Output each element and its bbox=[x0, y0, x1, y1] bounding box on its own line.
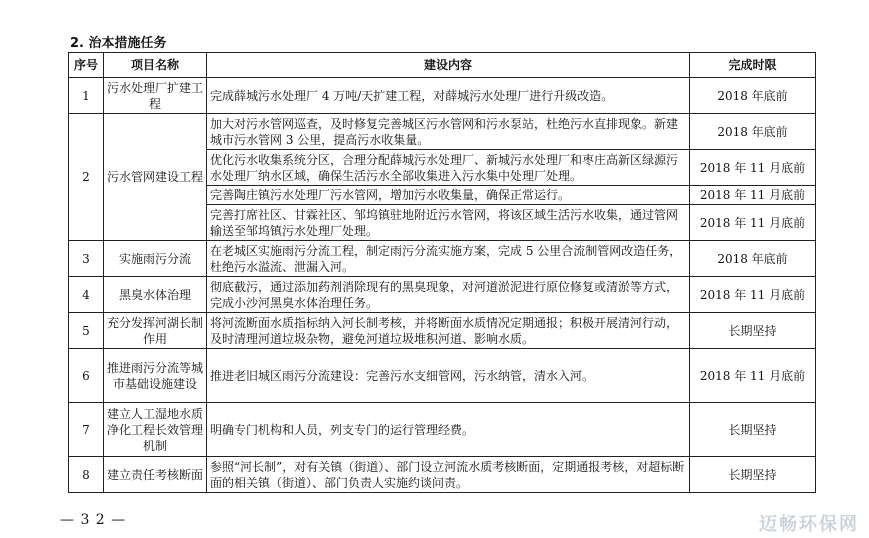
deadline: 2018 年 11 月底前 bbox=[690, 349, 816, 403]
table-row bbox=[69, 277, 816, 313]
construction-content: 参照“河长制”，对有关镇（街道）、部门设立河流水质考核断面，定期通报考核，对超标断面的相关镇（街道）、部门负责人实施约谈问责。 bbox=[207, 457, 690, 493]
construction-content: 优化污水收集系统分区，合理分配薛城污水处理厂、新城污水处理厂和枣庄高新区绿源污水处理厂纳水区域，确保生活污水全部收集进入污水集中处理厂处理。 bbox=[207, 150, 690, 186]
page-number: — 3 2 — bbox=[60, 512, 127, 528]
deadline: 2018 年 11 月底前 bbox=[690, 277, 816, 313]
deadline: 2018 年底前 bbox=[690, 114, 816, 150]
construction-content: 彻底截污，通过添加药剂消除现有的黑臭现象，对河道淤泥进行原位修复或清淤等方式，完成小沙河黑臭水体治理任务。 bbox=[207, 277, 690, 313]
row-number: 8 bbox=[69, 457, 104, 493]
project-name: 黑臭水体治理 bbox=[104, 277, 207, 313]
measures-table bbox=[68, 52, 816, 493]
table-header-row bbox=[69, 53, 816, 78]
table-row bbox=[69, 313, 816, 349]
header-name: 项目名称 bbox=[104, 53, 207, 78]
row-number: 1 bbox=[69, 78, 104, 114]
header-time: 完成时限 bbox=[690, 53, 816, 78]
deadline: 长期坚持 bbox=[690, 457, 816, 493]
construction-content: 在老城区实施雨污分流工程，制定雨污分流实施方案，完成 5 公里合流制管网改造任务，杜绝污水溢流、泄漏入河。 bbox=[207, 241, 690, 277]
project-name: 充分发挥河湖长制作用 bbox=[104, 313, 207, 349]
header-content: 建设内容 bbox=[207, 53, 690, 78]
construction-content: 推进老旧城区雨污分流建设：完善污水支细管网，污水纳管，清水入河。 bbox=[207, 349, 690, 403]
table-row bbox=[69, 403, 816, 457]
row-number: 4 bbox=[69, 277, 104, 313]
project-name: 推进雨污分流等城市基础设施建设 bbox=[104, 349, 207, 403]
table-row bbox=[69, 78, 816, 114]
construction-content: 明确专门机构和人员，列支专门的运行管理经费。 bbox=[207, 403, 690, 457]
deadline: 2018 年底前 bbox=[690, 78, 816, 114]
watermark-logo: 迈畅环保网 bbox=[759, 514, 859, 535]
row-number: 5 bbox=[69, 313, 104, 349]
deadline: 2018 年 11 月底前 bbox=[690, 205, 816, 241]
row-number: 6 bbox=[69, 349, 104, 403]
construction-content: 加大对污水管网巡查，及时修复完善城区污水管网和污水泵站，杜绝污水直排现象。新建城市污水管网 3 公里，提高污水收集量。 bbox=[207, 114, 690, 150]
construction-content: 完成薛城污水处理厂 4 万吨/天扩建工程，对薛城污水处理厂进行升级改造。 bbox=[207, 78, 690, 114]
construction-content: 完善打席社区、甘霖社区、邹坞镇驻地附近污水管网，将该区域生活污水收集，通过管网输送至邹坞镇污水处理厂处理。 bbox=[207, 205, 690, 241]
project-name: 污水处理厂扩建工程 bbox=[104, 78, 207, 114]
project-name: 建立责任考核断面 bbox=[104, 457, 207, 493]
row-number: 3 bbox=[69, 241, 104, 277]
construction-content: 完善陶庄镇污水处理厂污水管网，增加污水收集量，确保正常运行。 bbox=[207, 186, 690, 205]
row-number: 2 bbox=[69, 114, 104, 241]
project-name: 建立人工湿地水质净化工程长效管理机制 bbox=[104, 403, 207, 457]
project-name: 实施雨污分流 bbox=[104, 241, 207, 277]
table-row bbox=[69, 457, 816, 493]
deadline: 2018 年 11 月底前 bbox=[690, 150, 816, 186]
table-row bbox=[69, 114, 816, 150]
project-name: 污水管网建设工程 bbox=[104, 114, 207, 241]
deadline: 2018 年 11 月底前 bbox=[690, 186, 816, 205]
deadline: 长期坚持 bbox=[690, 313, 816, 349]
deadline: 2018 年底前 bbox=[690, 241, 816, 277]
table-row bbox=[69, 349, 816, 403]
section-title: 2. 治本措施任务 bbox=[70, 36, 167, 51]
row-number: 7 bbox=[69, 403, 104, 457]
construction-content: 将河流断面水质指标纳入河长制考核，并将断面水质情况定期通报；积极开展清河行动，及时清理河道垃圾杂物，避免河道垃圾堆积河道、影响水质。 bbox=[207, 313, 690, 349]
table-row bbox=[69, 241, 816, 277]
deadline: 长期坚持 bbox=[690, 403, 816, 457]
header-no: 序号 bbox=[69, 53, 104, 78]
